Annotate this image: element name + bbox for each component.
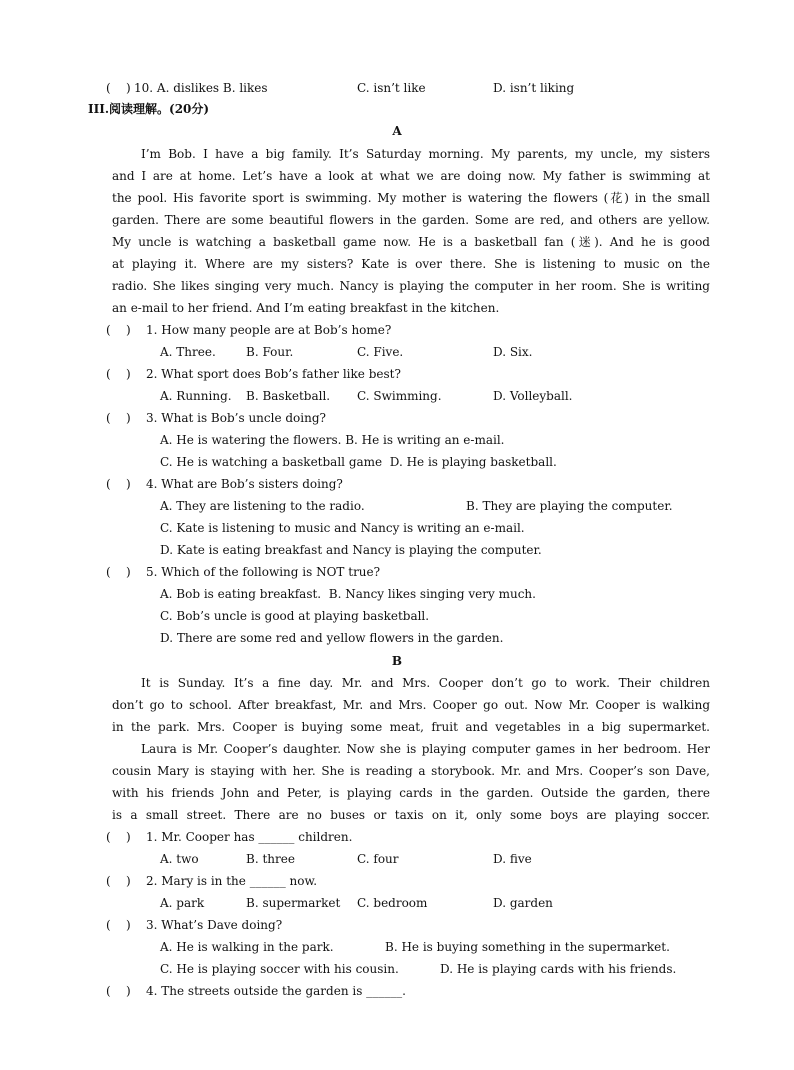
passage-b-line: in the park. Mrs. Cooper is buying some meat, fruit and vegetables in a big supermarket. <box>112 720 710 734</box>
option-b: B. Basketball. <box>246 389 331 403</box>
answer-paren: ( ) <box>106 323 131 337</box>
option-d: D. Six. <box>493 345 533 359</box>
passage-b-line: with his friends John and Peter, is playing cards in the garden. Outside the garden, there <box>112 786 710 800</box>
passage-a-line: My uncle is watching a basketball game now. He is a basketball fan (迷). And he is good <box>112 235 710 249</box>
option-a: A. Running. <box>160 389 232 403</box>
passage-b-line: It is Sunday. It’s a fine day. Mr. and Mrs. Cooper don’t go to work. Their children <box>141 676 710 690</box>
passage-a-line: at playing it. Where are my sisters? Kate is over there. She is listening to music on the <box>112 257 710 271</box>
option-cd: C. He is watching a basketball game D. He is playing basketball. <box>160 455 557 469</box>
option-b: B. three <box>246 852 295 866</box>
question-text: 5. Which of the following is NOT true? <box>146 565 381 579</box>
answer-paren: ( ) <box>106 565 131 579</box>
passage-a-line: I’m Bob. I have a big family. It’s Saturday morning. My parents, my uncle, my sisters <box>141 147 710 161</box>
passage-b-line: is a small street. There are no buses or taxis on it, only some boys are playing soccer. <box>112 808 710 822</box>
passage-b-line: don’t go to school. After breakfast, Mr. and Mrs. Cooper go out. Now Mr. Cooper is walking <box>112 698 710 712</box>
option-d: D. isn’t liking <box>493 81 575 95</box>
question-text: 3. What is Bob’s uncle doing? <box>146 411 326 425</box>
option-a: A. They are listening to the radio. <box>160 499 365 513</box>
option-d: D. five <box>493 852 532 866</box>
question-text: 1. Mr. Cooper has ______ children. <box>146 830 353 844</box>
question-text: 4. What are Bob’s sisters doing? <box>146 477 343 491</box>
option-a: A. He is walking in the park. <box>160 940 334 954</box>
option-a: A. two <box>160 852 199 866</box>
question-text: 2. What sport does Bob’s father like best? <box>146 367 401 381</box>
option-d: D. He is playing cards with his friends. <box>440 962 677 976</box>
question-text: 2. Mary is in the ______ now. <box>146 874 318 888</box>
question-text: 4. The streets outside the garden is ______. <box>146 984 406 998</box>
option-c: C. bedroom <box>357 896 428 910</box>
question-text: 1. How many people are at Bob’s home? <box>146 323 392 337</box>
option-c: C. four <box>357 852 399 866</box>
option-d: D. Volleyball. <box>493 389 573 403</box>
option-c: C. Kate is listening to music and Nancy is writing an e-mail. <box>160 521 525 535</box>
option-d: D. Kate is eating breakfast and Nancy is playing the computer. <box>160 543 542 557</box>
question-text: 3. What’s Dave doing? <box>146 918 283 932</box>
passage-a-line: radio. She likes singing very much. Nancy is playing the computer in her room. She is writing <box>112 279 710 293</box>
answer-paren: ( ) <box>106 984 131 998</box>
option-c: C. isn’t like <box>357 81 426 95</box>
answer-paren: ( ) <box>106 477 131 491</box>
passage-a-line: garden. There are some beautiful flowers in the garden. Some are red, and others are yellow. <box>112 213 710 227</box>
answer-paren: ( ) <box>106 411 131 425</box>
question-10-text: 10. A. dislikes B. likes <box>134 81 268 95</box>
passage-b-line: Laura is Mr. Cooper’s daughter. Now she is playing computer games in her bedroom. Her <box>141 742 710 756</box>
answer-paren: ( ) <box>106 367 131 381</box>
passage-a-line: the pool. His favorite sport is swimming. My mother is watering the flowers (花) in the small <box>112 191 710 205</box>
option-d: D. garden <box>493 896 553 910</box>
option-ab: A. He is watering the flowers. B. He is writing an e-mail. <box>160 433 505 447</box>
option-a: A. Three. <box>160 345 216 359</box>
option-c: C. Swimming. <box>357 389 442 403</box>
option-b: B. Four. <box>246 345 294 359</box>
option-d: D. There are some red and yellow flowers in the garden. <box>160 631 504 645</box>
option-a: A. park <box>160 896 205 910</box>
option-c: C. Five. <box>357 345 404 359</box>
answer-paren: ( ) <box>106 874 131 888</box>
option-ab: A. Bob is eating breakfast. B. Nancy likes singing very much. <box>160 587 536 601</box>
passage-b-heading: B <box>391 654 403 668</box>
section-title: III.阅读理解。(20分) <box>88 102 210 116</box>
passage-a-line: an e-mail to her friend. And I’m eating breakfast in the kitchen. <box>112 301 500 315</box>
option-c: C. He is playing soccer with his cousin. <box>160 962 399 976</box>
option-b: B. supermarket <box>246 896 341 910</box>
passage-b-line: cousin Mary is staying with her. She is reading a storybook. Mr. and Mrs. Cooper’s son Dave, <box>112 764 710 778</box>
option-c: C. Bob’s uncle is good at playing basketball. <box>160 609 430 623</box>
option-b: B. He is buying something in the supermarket. <box>385 940 670 954</box>
passage-a-line: and I are at home. Let’s have a look at what we are doing now. My father is swimming at <box>112 169 710 183</box>
answer-paren: ( ) <box>106 918 131 932</box>
passage-a-heading: A <box>392 124 402 138</box>
option-b: B. They are playing the computer. <box>466 499 673 513</box>
answer-paren: ( ) <box>106 830 131 844</box>
answer-paren: ( ) <box>106 81 131 95</box>
